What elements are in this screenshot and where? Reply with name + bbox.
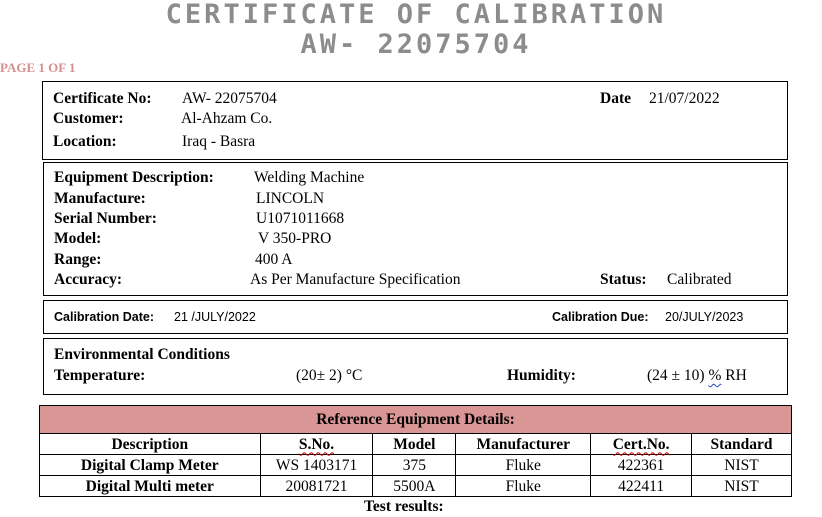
certificate-info-box xyxy=(42,81,788,160)
cert-no-value: AW- 22075704 xyxy=(182,90,277,107)
table-cell: 375 xyxy=(373,455,456,476)
table-cell: 422361 xyxy=(591,455,692,476)
equipment-description-label: Equipment Description: xyxy=(54,169,214,186)
calibration-due-value: 20/JULY/2023 xyxy=(665,310,744,324)
table-cell: Fluke xyxy=(456,455,591,476)
table-cell: NIST xyxy=(692,476,792,497)
range-label: Range: xyxy=(54,251,102,268)
location-label: Location: xyxy=(53,133,117,150)
column-header: Model xyxy=(373,434,456,455)
reference-equipment-table xyxy=(39,405,792,497)
table-cell: 422411 xyxy=(591,476,692,497)
serial-number-value: U1071011668 xyxy=(256,210,345,227)
status-label: Status: xyxy=(600,271,647,288)
table-cell: 20081721 xyxy=(260,476,373,497)
table-cell: Digital Multi meter xyxy=(40,476,261,497)
table-row xyxy=(40,455,792,476)
environmental-conditions-title: Environmental Conditions xyxy=(54,346,230,363)
humidity-percent-unit: % xyxy=(708,367,722,384)
table-cell: 5500A xyxy=(373,476,456,497)
column-header: Manufacturer xyxy=(456,434,591,455)
table-cell: Fluke xyxy=(456,476,591,497)
accuracy-value: As Per Manufacture Specification xyxy=(250,271,461,288)
date-value: 21/07/2022 xyxy=(649,90,720,107)
certificate-number-title: AW- 22075704 xyxy=(300,29,532,60)
customer-value: Al-Ahzam Co. xyxy=(181,110,273,127)
table-cell: Digital Clamp Meter xyxy=(40,455,261,476)
manufacture-value: LINCOLN xyxy=(256,190,325,207)
reference-equipment-title: Reference Equipment Details: xyxy=(40,406,792,434)
equipment-box xyxy=(43,162,788,296)
humidity-value xyxy=(647,366,747,386)
column-header: S.No. xyxy=(260,434,373,455)
table-row xyxy=(40,476,792,497)
environmental-conditions-box xyxy=(43,338,788,395)
humidity-number: (24 ± 10) xyxy=(647,367,705,384)
column-header: Cert.No. xyxy=(591,434,692,455)
customer-label: Customer: xyxy=(53,110,124,127)
test-results-heading: Test results: xyxy=(364,498,444,515)
accuracy-label: Accuracy: xyxy=(54,271,122,288)
date-label: Date xyxy=(600,90,631,107)
temperature-value: (20± 2) °C xyxy=(296,367,363,384)
table-cell: WS 1403171 xyxy=(260,455,373,476)
location-value: Iraq - Basra xyxy=(182,133,256,150)
calibration-due-label: Calibration Due: xyxy=(552,310,649,324)
table-cell: NIST xyxy=(692,455,792,476)
manufacture-label: Manufacture: xyxy=(54,190,146,207)
column-header: Description xyxy=(40,434,261,455)
status-value: Calibrated xyxy=(667,271,732,288)
humidity-label: Humidity: xyxy=(507,367,576,384)
model-value: V 350-PRO xyxy=(258,230,332,247)
table-header-row xyxy=(40,434,792,455)
equipment-description-value: Welding Machine xyxy=(254,169,365,186)
calibration-date-value: 21 /JULY/2022 xyxy=(174,310,256,324)
cert-no-label: Certificate No: xyxy=(53,90,152,107)
range-value: 400 A xyxy=(255,251,293,268)
serial-number-label: Serial Number: xyxy=(54,210,157,227)
page-label: PAGE 1 OF 1 xyxy=(0,60,76,75)
calibration-dates-box xyxy=(43,300,788,334)
certificate-title: CERTIFICATE OF CALIBRATION xyxy=(165,0,667,30)
calibration-date-label: Calibration Date: xyxy=(54,310,155,324)
humidity-rh-unit: RH xyxy=(725,367,747,384)
temperature-label: Temperature: xyxy=(54,367,146,384)
model-label: Model: xyxy=(54,230,102,247)
column-header: Standard xyxy=(692,434,792,455)
